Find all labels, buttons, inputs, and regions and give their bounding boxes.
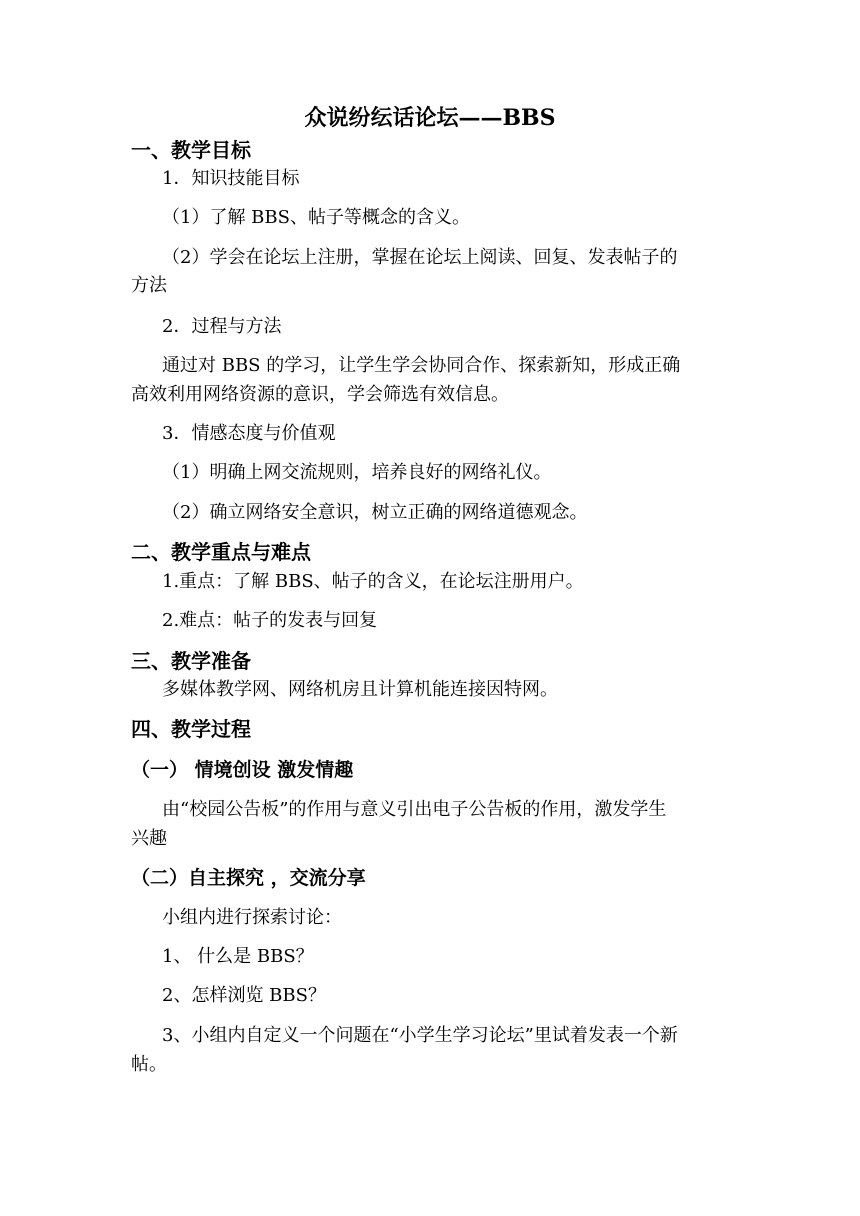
section-heading-process: 四、教学过程	[131, 717, 251, 741]
document-title: 众说纷纭话论坛——BBS	[304, 105, 556, 131]
paragraph-line: 通过对 BBS 的学习，让学生学会协同合作、探索新知，形成正确	[162, 355, 681, 376]
paragraph-line: 兴趣	[131, 828, 167, 849]
section-heading-key-points: 二、教学重点与难点	[131, 540, 311, 564]
paragraph-line: 1.重点：了解 BBS、帖子的含义，在论坛注册用户。	[162, 571, 584, 592]
subsection-heading: （二）自主探究 ，交流分享	[131, 867, 366, 889]
paragraph-line: （2）确立网络安全意识，树立正确的网络道德观念。	[162, 502, 588, 523]
paragraph-line: 3．情感态度与价值观	[162, 423, 336, 444]
paragraph-line: （1）了解 BBS、帖子等概念的含义。	[162, 207, 470, 228]
subsection-heading: （一） 情境创设 激发情趣	[131, 759, 354, 781]
paragraph-line: 1．知识技能目标	[162, 168, 300, 189]
section-heading-preparation: 三、教学准备	[131, 649, 251, 673]
list-item: 2、怎样浏览 BBS？	[162, 985, 326, 1006]
paragraph-line: 2.难点：帖子的发表与回复	[162, 610, 378, 631]
list-item: 1、 什么是 BBS？	[162, 946, 314, 967]
section-heading-goals: 一、教学目标	[131, 138, 251, 162]
paragraph-line: 高效利用网络资源的意识，学会筛选有效信息。	[131, 384, 509, 405]
list-item: 3、小组内自定义一个问题在“小学生学习论坛”里试着发表一个新	[162, 1025, 678, 1046]
paragraph-line: 由“校园公告板”的作用与意义引出电子公告板的作用，激发学生	[162, 799, 667, 820]
paragraph-line: （1）明确上网交流规则，培养良好的网络礼仪。	[162, 462, 552, 483]
paragraph-line: 多媒体教学网、网络机房且计算机能连接因特网。	[162, 679, 558, 700]
list-item: 帖。	[131, 1054, 167, 1075]
paragraph-line: 小组内进行探索讨论：	[162, 907, 342, 928]
paragraph-line: 2．过程与方法	[162, 316, 282, 337]
paragraph-line: （2）学会在论坛上注册，掌握在论坛上阅读、回复、发表帖子的	[162, 247, 678, 268]
paragraph-line: 方法	[131, 275, 167, 296]
